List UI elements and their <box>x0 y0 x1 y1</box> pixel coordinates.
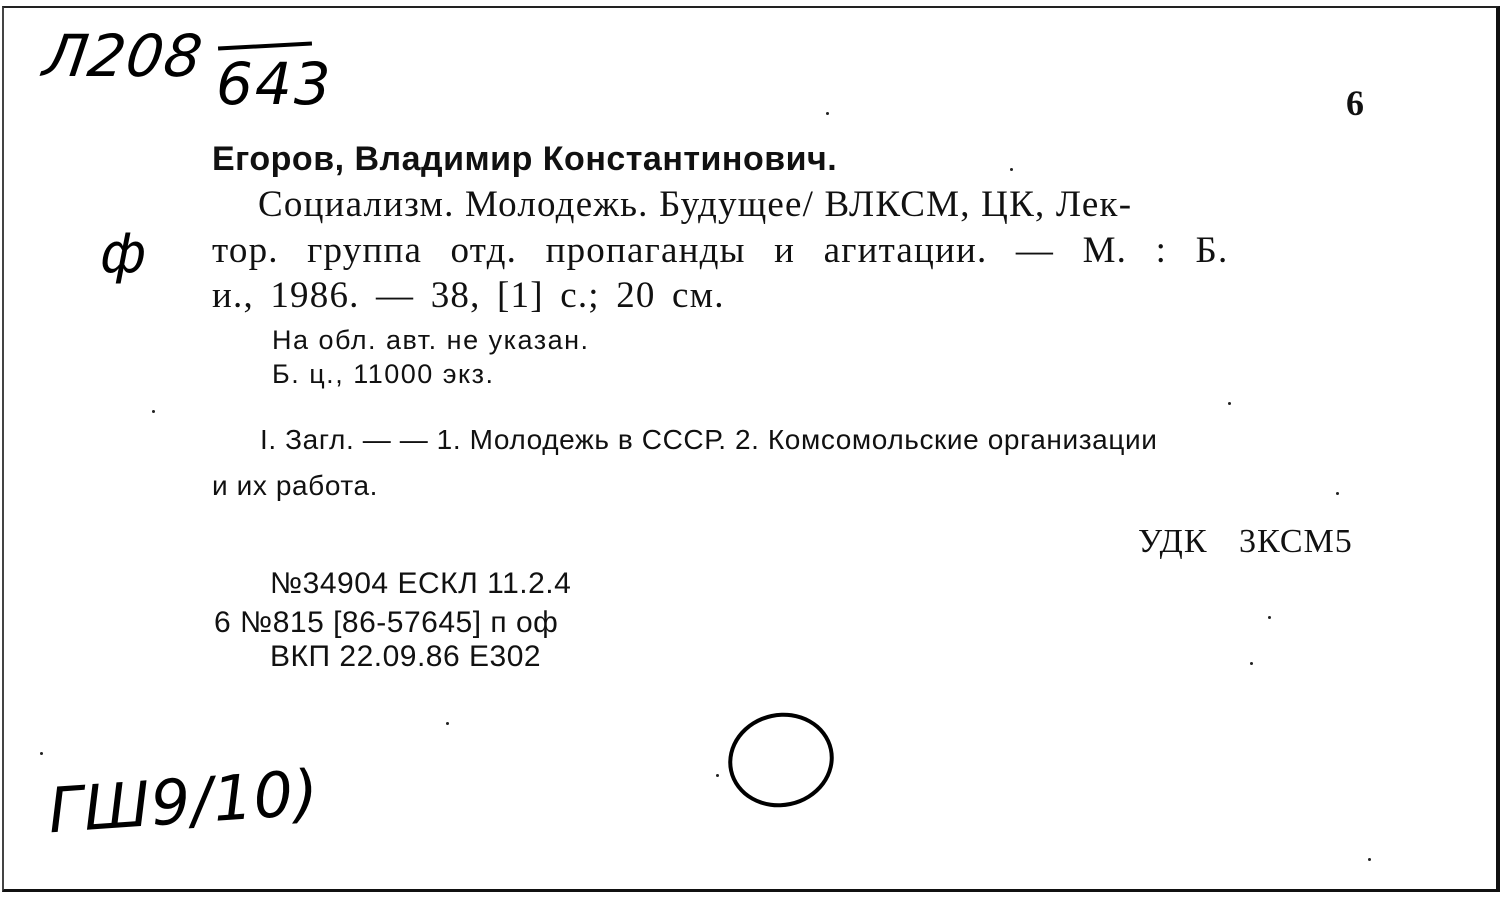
speck <box>1336 492 1339 495</box>
handwritten-shelfmark-number: 643 <box>216 50 333 118</box>
handwritten-fund-mark: ф <box>100 222 147 285</box>
note-author: На обл. авт. не указан. <box>272 325 590 355</box>
speck <box>40 752 43 755</box>
note-print-run: Б. ц., 11000 экз. <box>272 359 495 389</box>
speck <box>1368 858 1371 861</box>
speck <box>446 722 449 725</box>
speck <box>826 112 829 115</box>
registration-line-1: №34904 ЕСКЛ 11.2.4 <box>270 567 572 600</box>
speck <box>1228 402 1231 405</box>
speck <box>1250 662 1253 665</box>
handwritten-location-mark: ГШ9/10) <box>45 755 322 848</box>
speck <box>716 774 719 777</box>
title-line-3: и., 1986. — 38, [1] с.; 20 см. <box>212 275 725 316</box>
registration-line-3: ВКП 22.09.86 Е302 <box>270 640 542 673</box>
tracing-line-1: I. Загл. — — 1. Молодежь в СССР. 2. Комсомольские организации <box>260 424 1158 455</box>
registration-line-2: 6 №815 [86-57645] п оф <box>214 606 559 639</box>
speck <box>152 410 155 413</box>
author-heading: Егоров, Владимир Константинович. <box>212 140 838 178</box>
card-number: 6 <box>1346 83 1364 123</box>
title-line-1: Социализм. Молодежь. Будущее/ ВЛКСМ, ЦК, Лек- <box>258 184 1133 225</box>
speck <box>1268 616 1271 619</box>
title-line-2: тор. группа отд. пропаганды и агитации. — М. : Б. <box>212 230 1229 271</box>
tracing-line-2: и их работа. <box>212 470 379 501</box>
handwritten-shelfmark: Л208 <box>39 22 208 90</box>
udc-code: УДК 3КСМ5 <box>1138 523 1353 560</box>
speck <box>1010 168 1013 171</box>
